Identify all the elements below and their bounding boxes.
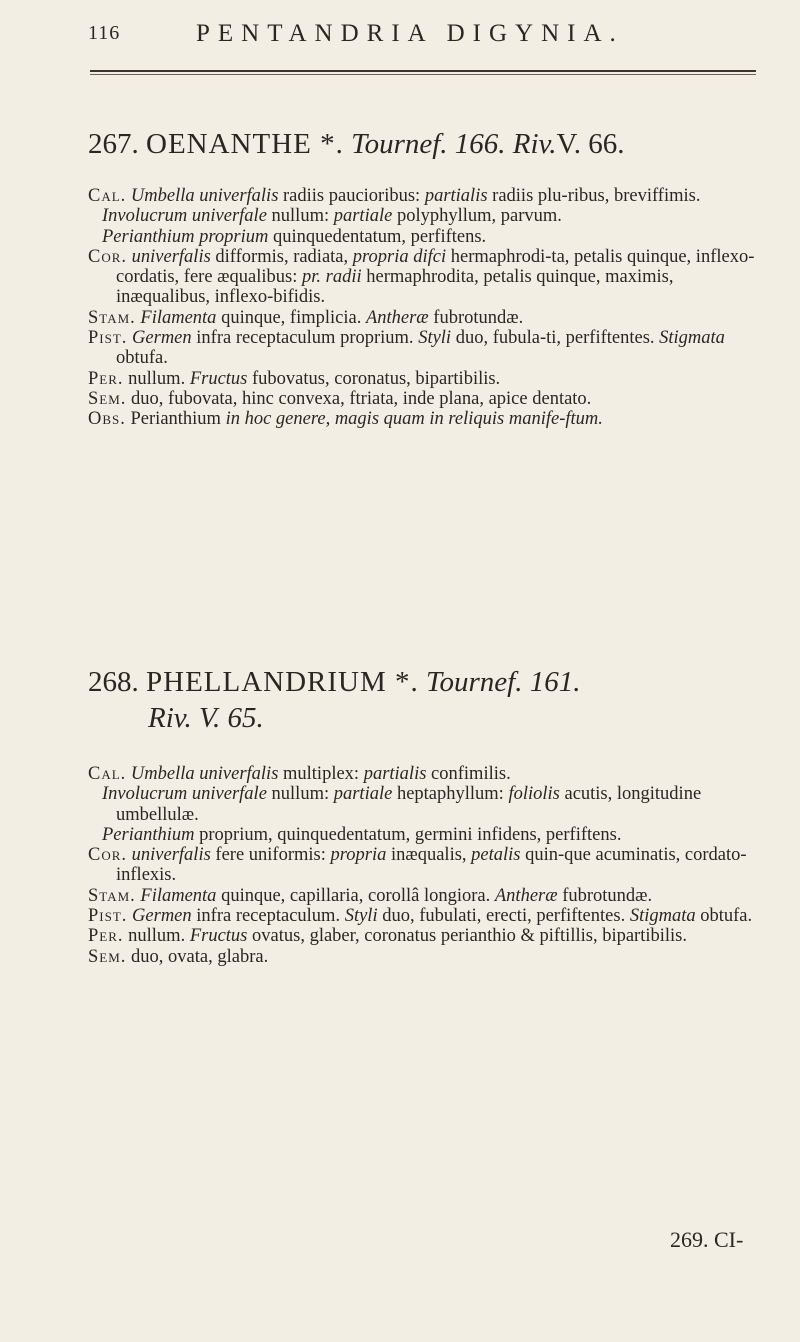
entry-text: acutis, longitudine umbellulæ. (116, 784, 702, 825)
catchword: 269. CI- (670, 1227, 744, 1252)
entry-text: quinquedentatum, perfiftens. (268, 226, 487, 247)
entry-text: inæqualis, (386, 845, 472, 866)
genus-268 (0, 664, 800, 736)
character-entry (88, 328, 772, 369)
entry-text: duo, fubovata, hinc convexa, ftriata, inde plana, apice dentato. (126, 388, 592, 409)
character-entry (88, 784, 772, 825)
entry-text: Perianthium proprium (102, 226, 269, 247)
character-entry (88, 308, 772, 328)
entry-text: radiis paucioribus: (278, 186, 425, 206)
entry-text: pr. radii (301, 267, 362, 288)
entry-text: partialis (424, 186, 488, 206)
entry-key: Pist. (88, 906, 128, 927)
entry-text: partiale (333, 784, 393, 805)
character-entry (88, 906, 772, 926)
entry-text: infra receptaculum. (191, 906, 345, 927)
entry-key: Cor. (88, 246, 128, 267)
running-title: PENTANDRIA DIGYNIA. (196, 20, 624, 47)
entry-text: fere uniformis: (210, 845, 331, 866)
genus-reference-2: Riv. V. 65. (148, 702, 264, 734)
entry-key: Stam. (88, 885, 136, 906)
entry-text: duo, fubula-ti, perfiftentes. (451, 328, 660, 349)
entry-text: Antheræ (494, 885, 558, 906)
entry-text: Antheræ (365, 307, 429, 328)
genus-reference: Tournef. 166. Riv. (351, 128, 557, 160)
entry-text: hermaphrodita, petalis quinque, maximis, inæqualibus, inflexo-bifidis. (116, 267, 674, 308)
character-entry (88, 845, 772, 886)
character-entry (88, 825, 772, 845)
entry-text: Stigmata (659, 328, 725, 349)
entry-text: Filamenta (135, 885, 217, 906)
entry-text: Germen (127, 906, 192, 927)
character-entry (88, 409, 772, 429)
entry-key: Per. (88, 368, 124, 389)
character-entry (88, 926, 772, 946)
entry-text: Fructus (189, 926, 248, 947)
entry-text: Umbella univerfalis (126, 186, 279, 206)
entry-text: propria (330, 845, 387, 866)
entry-key: Cor. (88, 845, 128, 866)
entry-text: hermaphrodi-ta, petalis quinque, inflexo-cordatis, fere æqualibus: (116, 246, 755, 288)
character-entry (88, 206, 772, 226)
entry-text: radiis plu-ribus, breviffimis. (487, 186, 701, 206)
entry-text: proprium, quinquedentatum, germini infidens, perfiftens. (194, 824, 622, 845)
entry-text: quinque, capillaria, corollâ longiora. (216, 885, 495, 906)
entry-text: foliolis (508, 784, 560, 805)
entry-text: partialis (363, 764, 427, 784)
entry-text: multiplex: (278, 764, 364, 784)
entry-text: nullum. (123, 368, 190, 389)
entry-text: Germen (127, 328, 192, 349)
entry-text: in hoc genere, magis quam in reliquis manife-ftum. (225, 409, 603, 430)
entry-text: obtufa. (695, 906, 753, 927)
entry-text: Styli (418, 328, 452, 349)
genus-name: PHELLANDRIUM *. (146, 666, 419, 698)
entry-text: Perianthium (102, 824, 195, 845)
header-rule (90, 70, 756, 75)
genus-heading (0, 664, 800, 736)
entry-text: heptaphyllum: (392, 784, 509, 805)
entry-text: Styli (344, 906, 378, 927)
entry-text: univerfalis (127, 845, 211, 866)
entry-text: Fructus (189, 368, 248, 389)
entry-key: Stam. (88, 307, 136, 328)
entry-key: Pist. (88, 328, 128, 349)
running-head (0, 20, 800, 50)
entry-text: fubovatus, coronatus, bipartibilis. (247, 368, 501, 389)
genus-reference-2: V. 66. (556, 128, 625, 160)
entry-text: polyphyllum, parvum. (392, 206, 562, 227)
entry-text: fubrotundæ. (557, 885, 653, 906)
entry-text: confimilis. (426, 764, 511, 784)
entry-key: Per. (88, 926, 124, 947)
entry-key: Sem. (88, 388, 127, 409)
entry-text: univerfalis (127, 246, 211, 267)
entry-text: infra receptaculum proprium. (191, 328, 419, 349)
entry-text: Filamenta (135, 307, 217, 328)
character-entry (88, 764, 772, 784)
character-entry (88, 186, 772, 206)
entry-key: Sem. (88, 946, 127, 967)
entry-text: nullum: (266, 784, 334, 805)
entry-text: petalis (471, 845, 521, 866)
genus-name: OENANTHE *. (146, 128, 344, 160)
genus-description (88, 764, 772, 967)
genus-267 (0, 126, 800, 162)
entry-text: duo, ovata, glabra. (126, 946, 269, 967)
page-number: 116 (88, 22, 121, 44)
character-entry (88, 369, 772, 389)
entry-text: Umbella univerfalis (126, 764, 279, 784)
entry-text: partiale (333, 206, 393, 227)
entry-text: fubrotundæ. (428, 307, 524, 328)
genus-description (88, 186, 772, 430)
character-entry (88, 247, 772, 308)
entry-text: Stigmata (629, 906, 696, 927)
genus-number: 268. (88, 666, 139, 698)
entry-text: duo, fubulati, erecti, perfiftentes. (377, 906, 630, 927)
entry-text: Perianthium (125, 409, 226, 430)
entry-text: propria difci (352, 246, 447, 267)
entry-text: quinque, fimplicia. (216, 307, 366, 328)
entry-text: ovatus, glaber, coronatus perianthio & piftillis, bipartibilis. (247, 926, 687, 947)
entry-text: quin-que acuminatis, cordato-inflexis. (116, 845, 747, 886)
character-entry (88, 389, 772, 409)
entry-text: nullum. (123, 926, 190, 947)
entry-text: difformis, radiata, (210, 246, 353, 267)
genus-number: 267. (88, 128, 139, 160)
character-entry (88, 886, 772, 906)
entry-text: Involucrum univerfale (102, 206, 267, 227)
character-entry (88, 947, 772, 967)
character-entry (88, 227, 772, 247)
entry-text: nullum: (266, 206, 334, 227)
genus-heading (0, 126, 800, 162)
entry-text: Involucrum univerfale (102, 784, 267, 805)
genus-reference: Tournef. 161. (426, 666, 581, 698)
entry-key: Cal. (88, 764, 127, 784)
entry-key: Obs. (88, 409, 126, 430)
entry-text: obtufa. (116, 348, 168, 369)
entry-key: Cal. (88, 186, 127, 206)
